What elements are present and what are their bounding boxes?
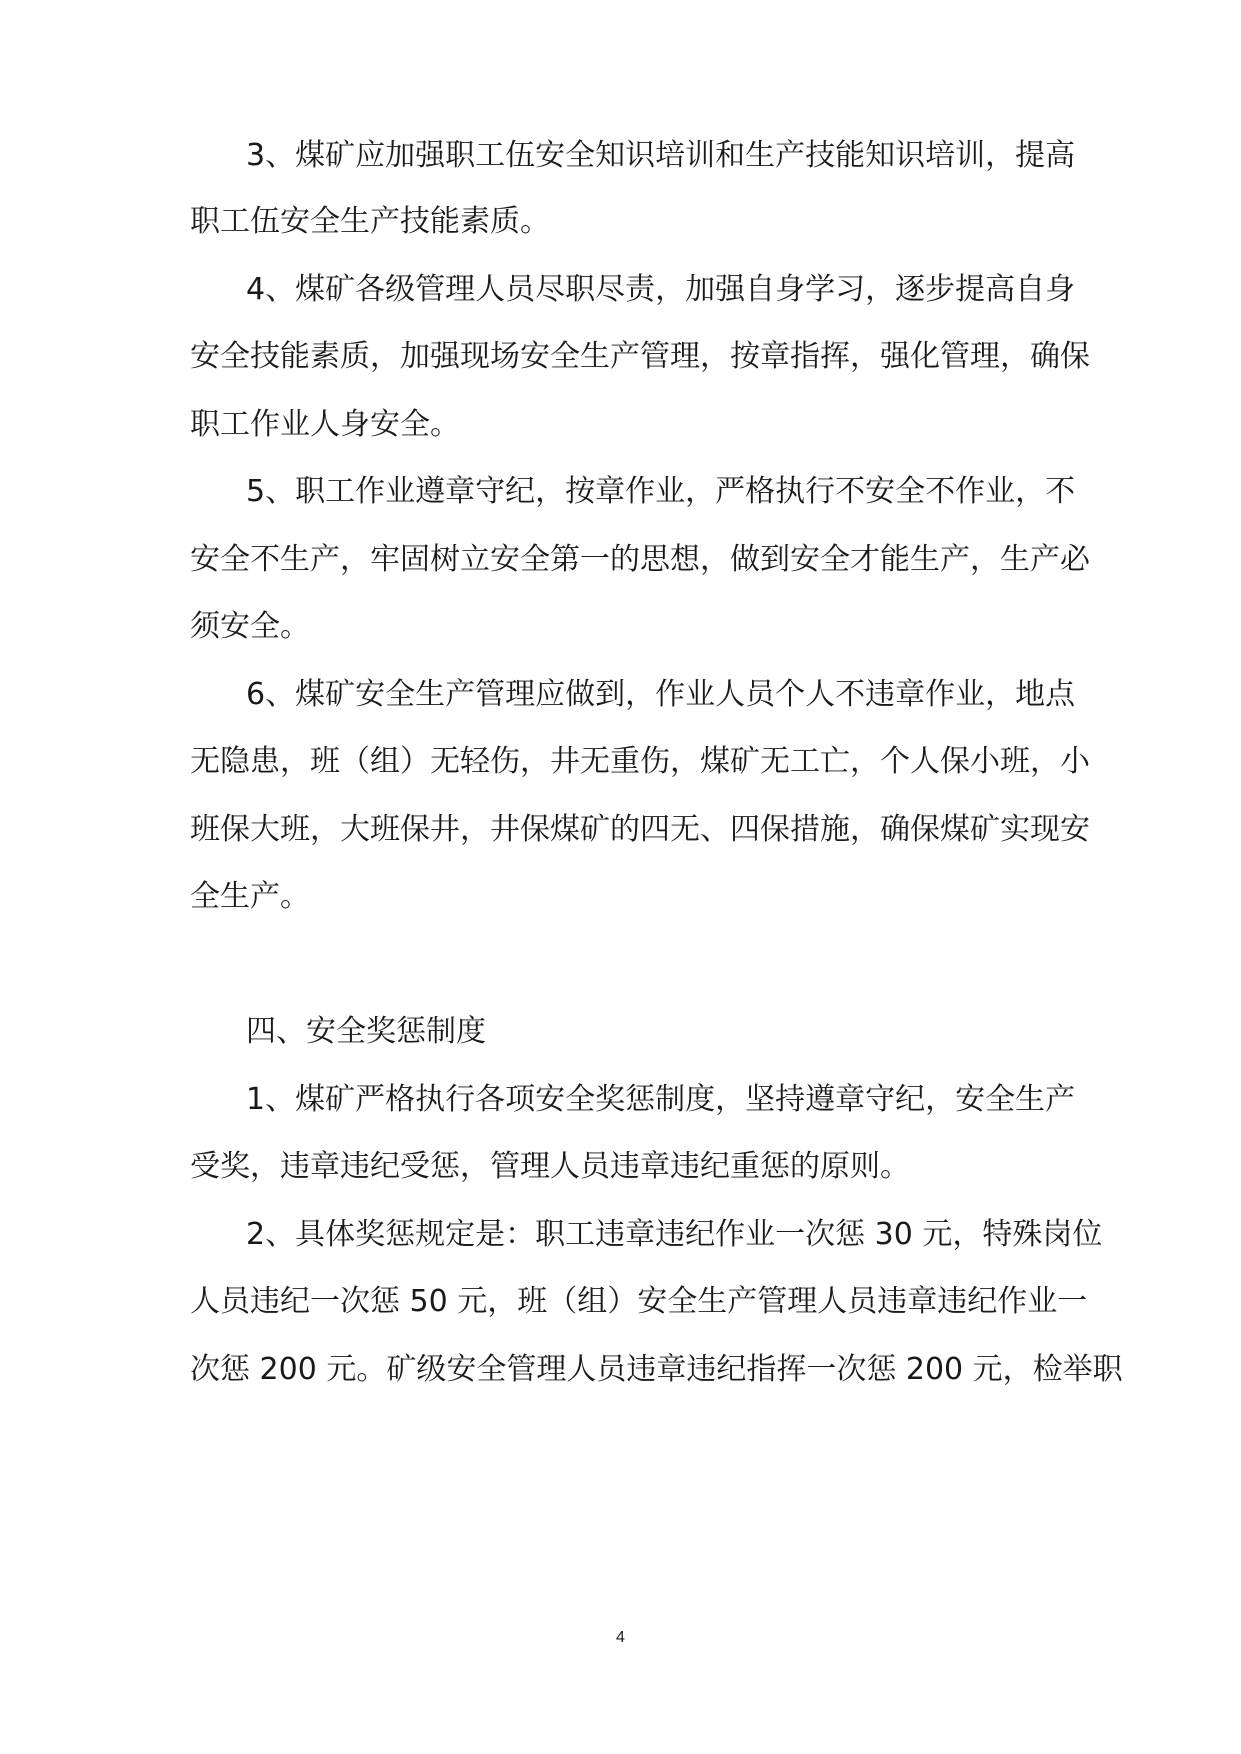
paragraph-5-line-3: 须安全。: [190, 609, 310, 644]
paragraph-2-line-3: 次惩 200 元。矿级安全管理人员违章违纪指挥一次惩 200 元，检举职: [190, 1352, 1123, 1387]
page-number: 4: [616, 1629, 625, 1646]
paragraph-2-line-1: 2、具体奖惩规定是：职工违章违纪作业一次惩 30 元，特殊岗位: [246, 1217, 1103, 1252]
paragraph-1-line-1: 1、煤矿严格执行各项安全奖惩制度，坚持遵章守纪，安全生产: [246, 1082, 1076, 1117]
section-heading: 四、安全奖惩制度: [246, 1014, 486, 1049]
paragraph-4-line-2: 安全技能素质，加强现场安全生产管理，按章指挥，强化管理，确保: [190, 339, 1090, 374]
paragraph-6-line-2: 无隐患，班（组）无轻伤，井无重伤，煤矿无工亡，个人保小班，小: [190, 744, 1090, 779]
paragraph-4-line-1: 4、煤矿各级管理人员尽职尽责，加强自身学习，逐步提高自身: [246, 272, 1076, 307]
paragraph-6-line-3: 班保大班，大班保井，井保煤矿的四无、四保措施，确保煤矿实现安: [190, 812, 1090, 847]
paragraph-5-line-1: 5、职工作业遵章守纪，按章作业，严格执行不安全不作业，不: [246, 474, 1076, 509]
paragraph-4-line-3: 职工作业人身安全。: [190, 407, 460, 442]
paragraph-5-line-2: 安全不生产，牢固树立安全第一的思想，做到安全才能生产，生产必: [190, 542, 1090, 577]
paragraph-1-line-2: 受奖，违章违纪受惩，管理人员违章违纪重惩的原则。: [190, 1149, 910, 1184]
paragraph-2-line-2: 人员违纪一次惩 50 元，班（组）安全生产管理人员违章违纪作业一: [190, 1284, 1088, 1319]
paragraph-6-line-4: 全生产。: [190, 879, 310, 914]
paragraph-3-line-1: 3、煤矿应加强职工伍安全知识培训和生产技能知识培训，提高: [246, 138, 1076, 173]
paragraph-6-line-1: 6、煤矿安全生产管理应做到，作业人员个人不违章作业，地点: [246, 677, 1076, 712]
paragraph-3-line-2: 职工伍安全生产技能素质。: [190, 204, 550, 239]
